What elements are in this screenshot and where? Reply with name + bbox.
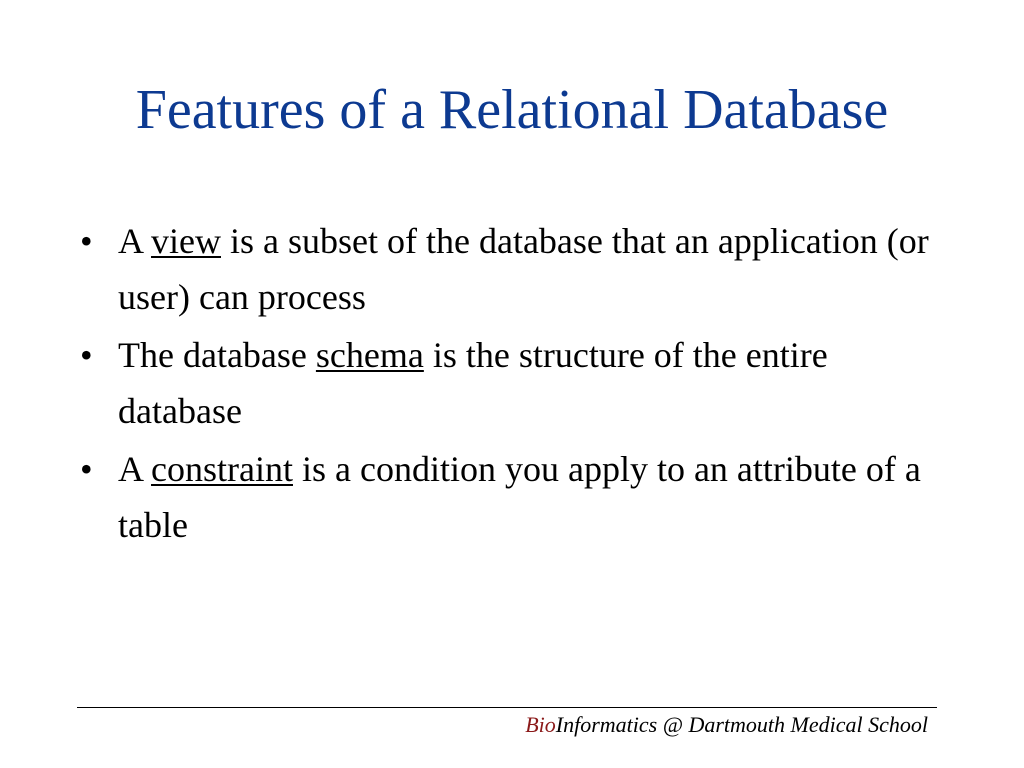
bullet-marker: • [80, 335, 93, 375]
bullet-item-view [80, 213, 950, 325]
bullet-marker: • [80, 449, 93, 489]
bullet-text-before: A [118, 449, 152, 489]
bullet-marker: • [80, 221, 93, 261]
term-view: view [151, 221, 221, 261]
bullet-text-after: is the structure of the entire database [118, 335, 828, 431]
term-schema: schema [315, 335, 424, 375]
bullet-item-constraint [80, 441, 950, 553]
footer-caption [525, 711, 928, 739]
bullet-text-after: is a subset of the database that an application (or user) can process [118, 221, 929, 317]
bullet-text-after: is a condition you apply to an attribute of a table [118, 449, 921, 545]
slide-title: Features of a Relational Database [135, 79, 889, 141]
bullet-text-before: A [118, 221, 152, 261]
footer-institution-text: Informatics @ Dartmouth Medical School [555, 712, 928, 737]
footer-divider [77, 707, 937, 708]
bullet-item-schema [80, 327, 950, 439]
term-constraint: constraint [151, 449, 293, 489]
bullet-text-before: The database [118, 335, 316, 375]
footer-bio-text: Bio [525, 712, 556, 737]
bullet-list [80, 213, 950, 555]
